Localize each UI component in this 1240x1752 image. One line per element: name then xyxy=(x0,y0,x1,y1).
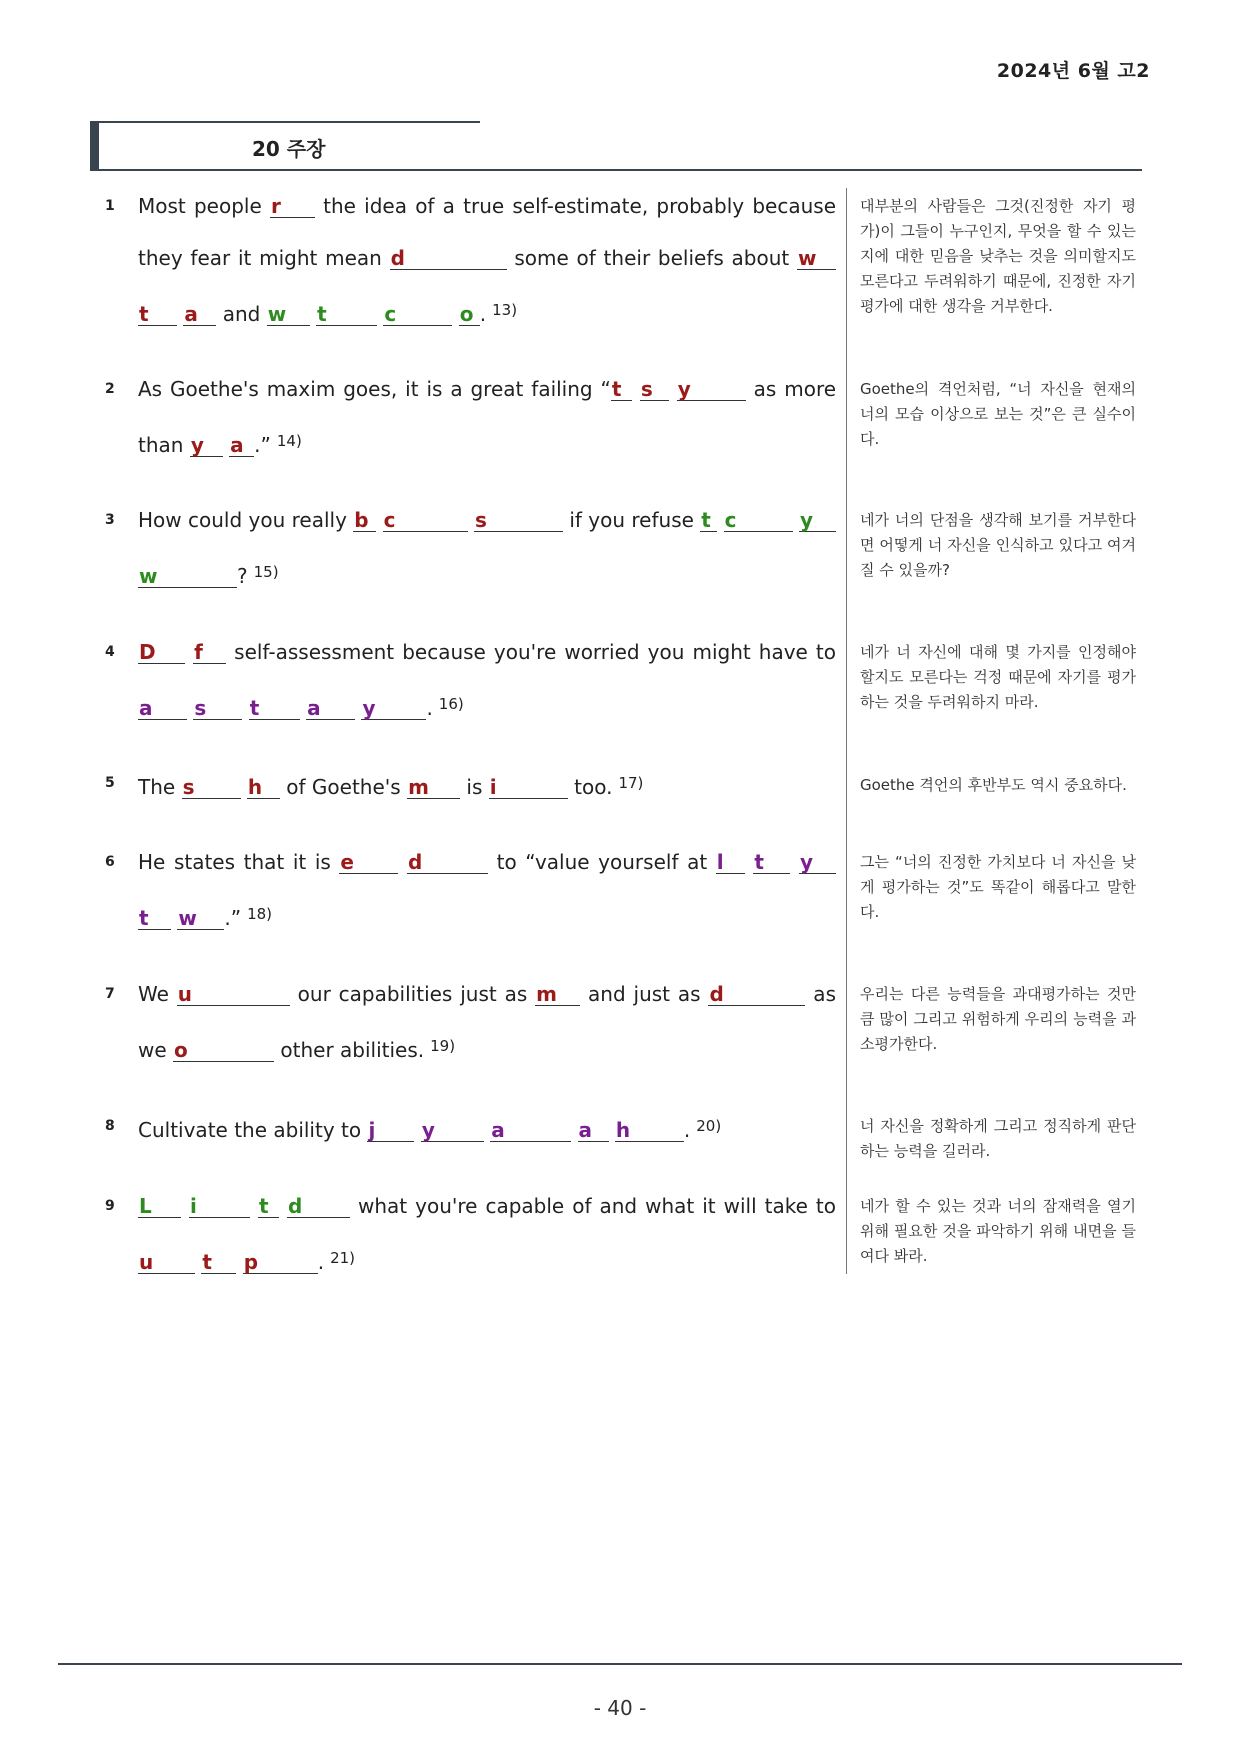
answer-blank: a xyxy=(183,303,216,326)
exam-header: 2024년 6월 고2 xyxy=(996,60,1150,82)
item-number: 1 xyxy=(105,198,115,214)
footnote-marker: 17) xyxy=(618,774,644,792)
title-rule-bottom xyxy=(90,169,1142,171)
answer-blank: y xyxy=(677,378,746,401)
answer-blank: d xyxy=(407,851,488,874)
korean-translation: 우리는 다른 능력들을 과대평가하는 것만큼 많이 그리고 위험하게 우리의 능력을 과소평가한다. xyxy=(860,985,1136,1053)
answer-blank: m xyxy=(535,983,580,1006)
english-sentence: L i t d what you're capable of and what it will take to u t p . $^{21)}$ xyxy=(139,1194,837,1274)
korean-translation: 대부분의 사람들은 그것(진정한 자기 평가)이 그들이 누구인지, 무엇을 할 수 있는지에 대한 믿음을 낮추는 것을 의미할지도 모른다고 두려워하기 때문에, 진정한 자기 평가에 대한 생각을 거부한다. xyxy=(860,197,1136,315)
answer-blank: w xyxy=(177,907,224,930)
answer-blank: y xyxy=(190,434,223,457)
answer-blank: a xyxy=(138,697,187,720)
footnote-marker: 20) xyxy=(696,1117,722,1135)
answer-blank: a xyxy=(578,1119,609,1142)
answer-blank: t xyxy=(249,697,300,720)
english-sentence: Cultivate the ability to j y a a h . $^{20)}$ xyxy=(138,1117,722,1142)
answer-blank: o xyxy=(173,1039,274,1062)
english-sentence: The s h of Goethe's m is i too. $^{17)}$ xyxy=(138,774,644,799)
answer-blank: i xyxy=(189,1195,250,1218)
answer-blank: h xyxy=(615,1119,684,1142)
answer-blank: s xyxy=(474,509,563,532)
english-sentence: D f self-assessment because you're worried you might have to a s t a y . $^{16)}$ xyxy=(139,640,837,720)
footnote-marker: 13) xyxy=(492,301,518,319)
page-number: - 40 - xyxy=(593,1696,647,1720)
english-sentence: Most people r the idea of a true self-estimate, probably because they fear it might mean d some of their beliefs about w t a and w t c o . $^{13)}$ xyxy=(138,194,836,326)
answer-blank: e xyxy=(339,851,398,874)
answer-blank: m xyxy=(407,776,460,799)
answer-blank: f xyxy=(193,641,226,664)
english-sentence: How could you really b c s if you refuse t c y w ? $^{15)}$ xyxy=(138,494,836,602)
korean-translation: Goethe 격언의 후반부도 역시 중요하다. xyxy=(860,776,1127,794)
answer-blank: t xyxy=(258,1195,279,1218)
answer-blank: a xyxy=(229,434,254,457)
answer-blank: h xyxy=(247,776,280,799)
answer-blank: t xyxy=(138,303,177,326)
item-number: 4 xyxy=(105,644,115,660)
item-number: 9 xyxy=(105,1198,115,1214)
answer-blank: D xyxy=(138,641,185,664)
title-accent-bar xyxy=(90,123,99,169)
answer-blank: a xyxy=(490,1119,571,1142)
answer-blank: w xyxy=(267,303,310,326)
footnote-marker: 19) xyxy=(430,1037,456,1055)
answer-blank: w xyxy=(797,247,836,270)
answer-blank: r xyxy=(270,195,315,218)
answer-blank: c xyxy=(724,509,793,532)
footnote-marker: 18) xyxy=(247,905,273,923)
answer-blank: t xyxy=(201,1251,236,1274)
answer-blank: b xyxy=(353,509,376,532)
answer-blank: y xyxy=(799,851,836,874)
answer-blank: u xyxy=(177,983,290,1006)
answer-blank: t xyxy=(700,509,717,532)
answer-blank: c xyxy=(383,303,452,326)
answer-blank: L xyxy=(138,1195,181,1218)
answer-blank: s xyxy=(182,776,241,799)
answer-blank: t xyxy=(316,303,377,326)
english-sentence: We u our capabilities just as m and just as d as we o other abilities. $^{19)}$ xyxy=(138,982,836,1062)
answer-blank: o xyxy=(459,303,480,326)
section-title: 20 주장 xyxy=(252,137,326,161)
item-number: 2 xyxy=(105,381,115,397)
item-number: 3 xyxy=(105,512,115,528)
answer-blank: s xyxy=(640,378,669,401)
answer-blank: t xyxy=(138,907,171,930)
answer-blank: p xyxy=(243,1251,318,1274)
answer-blank: y xyxy=(799,509,836,532)
answer-blank: d xyxy=(390,247,507,270)
footnote-marker: 21) xyxy=(330,1249,356,1267)
answer-blank: c xyxy=(383,509,468,532)
item-number: 6 xyxy=(105,854,115,870)
english-sentence: As Goethe's maxim goes, it is a great failing “t s y as more than y a .” $^{14)}$ xyxy=(138,377,837,457)
footnote-marker: 14) xyxy=(276,432,302,450)
answer-blank: y xyxy=(421,1119,484,1142)
footer-rule xyxy=(58,1663,1182,1665)
korean-translation: 네가 할 수 있는 것과 너의 잠재력을 열기 위해 필요한 것을 파악하기 위해 내면을 들여다 봐라. xyxy=(860,1197,1136,1265)
item-number: 7 xyxy=(105,986,115,1002)
footnote-marker: 15) xyxy=(253,563,279,581)
answer-blank: y xyxy=(361,697,426,720)
korean-translation: 네가 너 자신에 대해 몇 가지를 인정해야 할지도 모른다는 걱정 때문에 자기를 평가하는 것을 두려워하지 마라. xyxy=(860,643,1136,711)
item-number: 5 xyxy=(105,775,115,791)
footnote-marker: 16) xyxy=(438,695,464,713)
korean-translation: 너 자신을 정확하게 그리고 정직하게 판단하는 능력을 길러라. xyxy=(860,1117,1136,1160)
answer-blank: s xyxy=(193,697,242,720)
korean-translation: 네가 너의 단점을 생각해 보기를 거부한다면 어떻게 너 자신을 인식하고 있다고 여겨질 수 있을까? xyxy=(860,511,1136,579)
answer-blank: a xyxy=(306,697,355,720)
answer-blank: t xyxy=(753,851,790,874)
answer-blank: u xyxy=(138,1251,195,1274)
answer-blank: l xyxy=(716,851,745,874)
answer-blank: d xyxy=(708,983,805,1006)
answer-blank: i xyxy=(489,776,568,799)
answer-blank: t xyxy=(611,378,632,401)
answer-blank: w xyxy=(138,565,237,588)
item-number: 8 xyxy=(105,1118,115,1134)
section-title-box xyxy=(90,123,1142,169)
english-sentence: He states that it is e d to “value yourself at l t y t w .” $^{18)}$ xyxy=(138,836,836,944)
korean-translation: 그는 “너의 진정한 가치보다 너 자신을 낮게 평가하는 것”도 똑같이 해롭다고 말한다. xyxy=(860,853,1136,921)
answer-blank: d xyxy=(287,1195,350,1218)
answer-blank: j xyxy=(367,1119,414,1142)
korean-translation: Goethe의 격언처럼, “너 자신을 현재의 너의 모습 이상으로 보는 것”은 큰 실수이다. xyxy=(860,380,1136,448)
column-divider xyxy=(846,188,847,1274)
